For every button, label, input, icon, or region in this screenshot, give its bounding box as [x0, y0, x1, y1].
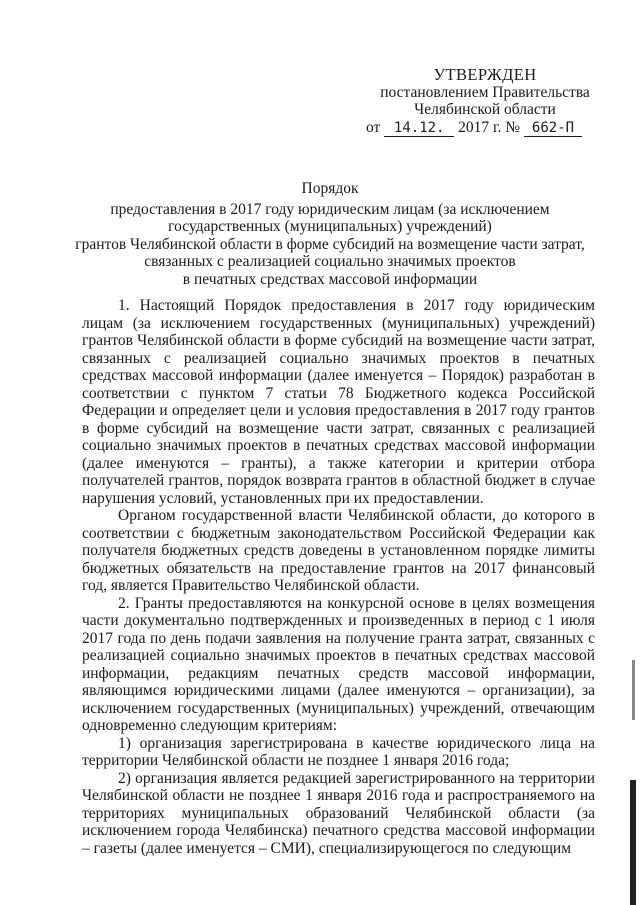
document-title: [60, 180, 600, 288]
approval-date-line: [360, 119, 610, 137]
approval-number: 662-П: [524, 121, 582, 137]
paragraph-2: Органом государственной власти Челябинской области, до которого в соответствии с бюджетным законодательством Российской Федерации как получателя бюджетных средств доведены в установленном порядке лимиты бюджетных обязательств на предоставление грантов на 2017 финансовый год, является Правительство Челябинской области.: [82, 507, 595, 594]
paragraph-5: 2) организация является редакцией зарегистрированного на территории Челябинской области не позднее 1 января 2016 года и распространяемого на территориях муниципальных образований Челябинской области (за исключением города Челябинска) печатного средства массовой информации – газеты (далее именуется – СМИ), специализирующегося по следующим: [82, 769, 595, 857]
title-line-1: предоставления в 2017 году юридическим лицам (за исключением: [110, 200, 550, 218]
title-line-5: в печатных средствах массовой информации: [182, 270, 478, 288]
title-line-4: связанных с реализацией социально значимых проектов: [144, 253, 516, 270]
title-line-2: государственных (муниципальных) учреждений): [168, 218, 492, 235]
paragraph-4: 1) организация зарегистрирована в качестве юридического лица на территории Челябинской области не позднее 1 января 2016 года;: [82, 734, 595, 769]
paragraph-3: 2. Гранты предоставляются на конкурсной основе в целях возмещения части документально подтвержденных и произведенных в период с 1 июля 2017 года по день подачи заявления на получение гранта затрат, связанных с реализацией социально значимых проектов в печатных средствах массовой информации, редакциям печатных средств массовой информации, являющимся юридическими лицами (далее именуются – организации), за исключением государственных (муниципальных) учреждений, отвечающим одновременно следующим критериям:: [82, 594, 595, 734]
approval-year: 2017 г. №: [458, 118, 521, 136]
approval-stamp: УТВЕРЖДЕН: [433, 65, 537, 84]
approval-date: 14.12.: [384, 121, 454, 137]
title-line-3: грантов Челябинской области в форме субсидий на возмещение части затрат,: [75, 235, 585, 253]
title-word: Порядок: [301, 180, 359, 197]
paragraph-1: 1. Настоящий Порядок предоставления в 2017 году юридическим лицам (за исключением государственных (муниципальных) учреждений) грантов Челябинской области в форме субсидий на возмещение части затрат, связанных с реализацией социально значимых проектов в печатных средствах массовой информации (далее именуется – Порядок) разработан в соответствии с пунктом 7 статьи 78 Бюджетного кодекса Российской Федерации и определяет цели и условия предоставления в 2017 году грантов в форме субсидий на возмещение части затрат, связанных с реализацией социально значимых проектов в печатных средствах массовой информации (далее именуются – гранты), а также категории и критерии отбора получателей грантов, порядок возврата грантов в областной бюджет в случае нарушения условий, установленных при их предоставлении.: [82, 297, 595, 507]
scan-edge-bar: [630, 780, 636, 905]
approval-line-2: Челябинской области: [414, 101, 556, 118]
approval-block: [360, 66, 610, 137]
scan-edge-mark: [632, 660, 635, 720]
approval-prefix: от: [366, 118, 381, 136]
document-body: [82, 297, 595, 857]
approval-line-1: постановлением Правительства: [380, 83, 590, 101]
